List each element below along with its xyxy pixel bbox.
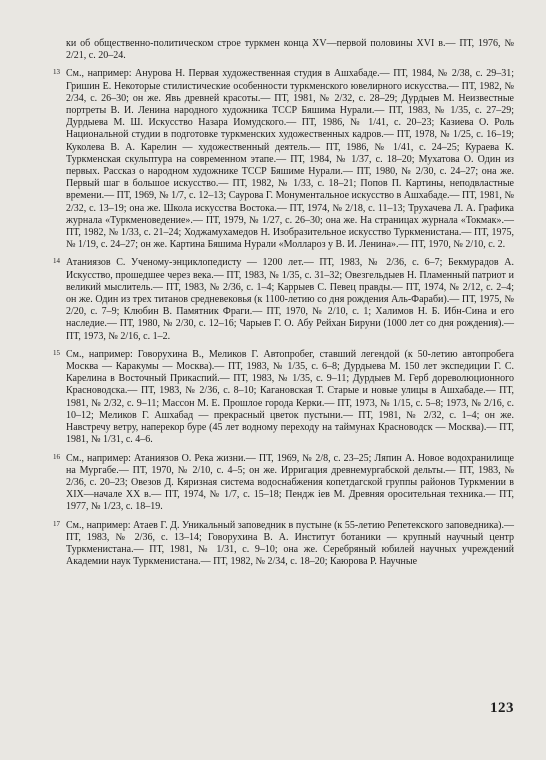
footnote-17	[53, 519, 514, 569]
footnote-number: 16	[53, 452, 60, 461]
text-column	[53, 38, 514, 574]
footnote-16	[53, 452, 514, 514]
footnote-text: См., например: Анурова Н. Первая художественная студия в Ашхабаде.— ПТ, 1984, № 2/38, с. 29–31; Гришин Е. Некоторые стилистические особенности туркменского ювелирного искусства.— ПТ, 1982, № 2/34, с. 26–30; он же. Явь древней красоты.— ПТ, 1981, № 2/32, с. 28–29; Дурдыев М. Неизвестные портреты В. И. Ленина народного художника ТССР Бяшима Нурали.— ПТ, 1983, № 1/35, с. 27–29; Дурдыева М. Ш. Искусство Назара Иомудского.— ПТ, 1986, № 1/41, с. 20–23; Казиева О. Роль Национальной студии в подготовке туркменских художественных кадров.— ПТ, 1978, № 1/25, с. 16–19; Куколева В. А. Карелин — художественный деятель.— ПТ, 1986, № 1/41, с. 24–25; Куpаева К. Туркменская скульптура на современном этапе.— ПТ, 1984, № 1/37, с. 18–20; Мухатова О. Один из первых. Рассказ о народном художнике ТССР Бяшиме Нурали.— ПТ, 1980, № 2/30, с. 24–27; она же. Первый шаг в большое искусство.— ПТ, 1982, № 1/33, с. 18–21; Попов П. Картины, неподвластные времени.— ПТ, 1969, № 1/7, с. 12–13; Саурова Г. Монументальное искусство в Ашхабаде.— ПТ, 1981, № 2/32, с. 13–19; она же. Школа искусства Востока.— ПТ, 1974, № 2/18, с. 11–13; Трухачева Л. А. Графика журнала «Туркменоведение».— ПТ, 1979, № 1/27, с. 26–30; она же. На страницах журнала «Токмак».— ПТ, 1982, № 1/33, с. 21–24; Ходжамухамедов Н. Изобразительное искусство Туркменистана.— ПТ, 1975, № 1/19, с. 24–27; он же. Картина Бяшима Нурали «Моллароз у В. И. Ленина».— ПТ, 1970, № 2/10, с. 2.	[66, 68, 514, 251]
footnote-15	[53, 348, 514, 447]
footnote-number: 14	[53, 257, 60, 266]
footnote-13	[53, 68, 514, 251]
footnote-text: См., например: Атаниязов О. Река жизни.— ПТ, 1969, № 2/8, с. 23–25; Ляпин А. Новое водохранилище на Мургабе.— ПТ, 1970, № 2/10, с. 4–5; он же. Ирригация древнемургабской дельты.— ПТ, 1983, № 2/36, с. 20–23; Овезов Д. Кяризная система водоснабжения копетдагской группы районов Туркмении в XIX—начале XX в.— ПТ, 1974, № 1/7, с. 15–18; Пендж iев М. Древняя оросительная техника.— ПТ, 1977, № 1/23, с. 18–19.	[66, 452, 514, 513]
footnote-14	[53, 257, 514, 342]
footnote-number: 17	[53, 519, 60, 528]
footnote-continuation: ки об общественно-политическом строе туркмен конца XV—первой половины XVI в.— ПТ, 1976, № 2/21, с. 20–24.	[66, 38, 514, 62]
footnote-number: 15	[53, 348, 60, 357]
footnote-text: См., например: Атаев Г. Д. Уникальный заповедник в пустыне (к 55-летию Репетекского заповедника).— ПТ, 1983, № 2/36, с. 13–14; Говорухина В. А. Институт ботаники — крупный научный центр Туркменистана.— ПТ, 1981, № 1/31, с. 9–10; она же. Серебряный юбилей научных учреждений Академии наук Туркменистана.— ПТ, 1982, № 2/34, с. 18–20; Каюрова Р. Научные	[66, 519, 514, 568]
footnote-text: Атаниязов С. Ученому-энциклопедисту — 1200 лет.— ПТ, 1983, № 2/36, с. 6–7; Бекмурадов А. Искусство, прошедшее через века.— ПТ, 1983, № 1/35, с. 31–32; Овезгельдыев Н. Пламенный патриот и великий мыслитель.— ПТ, 1983, № 2/36, с. 1–4; Карpыев С. Певец правды.— ПТ, 1974, № 2/12, с. 2–4; он же. Один из трех титанов средневековья (к 1100-летию со дня рождения Аль-Фараби).— ПТ, 1975, № 2/20, с. 7–9; Клюбин В. Памятник Фраги.— ПТ, 1970, № 2/10, с. 1; Халимов Н. Б. Ибн-Сина и его наследие.— ПТ, 1980, № 2/30, с. 12–16; Чарыев Г. О. Абу Рейхан Бируни (1000 лет со дня рождения).— ПТ, 1973, № 2/16, с. 1–2.	[66, 257, 514, 342]
page-number: 123	[490, 700, 514, 716]
footnote-text: См., например: Говорухина В., Меликов Г. Автопробег, ставший легендой (к 50-летию автопробега Москва — Каракумы — Москва).— ПТ, 1983, № 1/35, с. 6–8; Дурдыева М. 150 лет экспедиции Г. С. Карелина в Восточный Прикаспий.— ПТ, 1983, № 1/35, с. 9–11; Дурдыев М. Герб дореволюционного Красноводска.— ПТ, 1983, № 2/36, с. 8–10; Кагановская Т. Старые и новые улицы в Ашхабаде.— ПТ, 1981, № 2/32, с. 9–11; Массон М. Е. Прошлое города Керки.— ПТ, 1973, № 1/15, с. 5–8; 1973, № 2/16, с. 10–12; Меликов Г. Ашхабад — прекрасный цветок пустыни.— ПТ, 1981, № 2/32, с. 1–4; он же. Навстречу ветру, наперекор буре (45 лет водному переходу на таймунах Красноводск — Москва).— ПТ, 1981, № 1/31, с. 4–6.	[66, 348, 514, 446]
footnote-number: 13	[53, 68, 60, 77]
